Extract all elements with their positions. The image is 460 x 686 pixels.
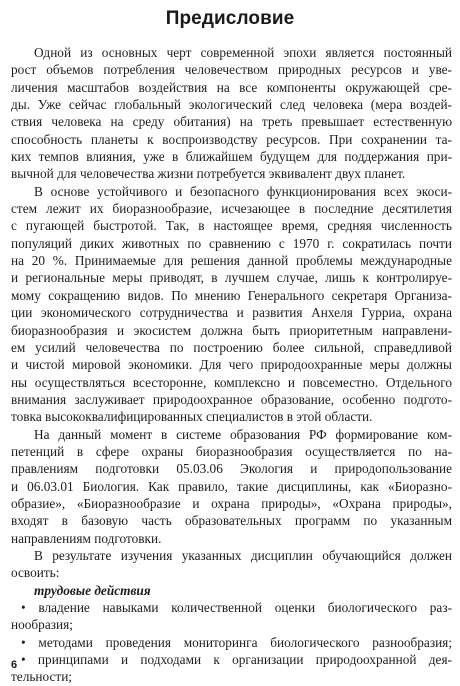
text-line: ды. Уже сейчас глобальный экологический след человека (мера воздей-	[11, 97, 452, 113]
text-line: ны осуществляться всесторонне, комплексно и повсеместно. Отдельного	[11, 374, 452, 390]
text-line: рост объемов потребления человечеством природных ресурсов и уве-	[11, 62, 452, 78]
text-line: стем лежит их биоразнообразие, исчезающее в последние десятилетия	[11, 201, 452, 217]
text-line: Одной из основных черт современной эпохи является постоянный	[34, 45, 452, 60]
text-line: биоразнообразия и экосистем должна быть приоритетным направлени-	[11, 322, 452, 338]
text-line: с пугающей быстротой. Так, в настоящее время, средняя численность	[11, 218, 452, 234]
text-line: • принципами и подходами к организации природоохранной дея-	[21, 652, 452, 668]
text-line: товка высококвалифицированных специалистов в этой области.	[11, 409, 373, 425]
text-line: внимания заслуживает природоохранное образование, особенно подгото-	[11, 391, 452, 407]
page-title: Предисловие	[165, 8, 295, 29]
page-number: 6	[11, 659, 18, 671]
text-line: ем усилий человечества по построению более сильной, справедливой	[11, 339, 452, 355]
text-line: способность планеты к воспроизводству ресурсов. При сохранении та-	[11, 131, 452, 147]
section-subheading: трудовые действия	[34, 582, 151, 598]
text-line: тельности;	[11, 669, 73, 685]
text-line: На данный момент в системе образования РФ формирование ком-	[34, 426, 452, 442]
text-line: популяций диких животных по сравнению с 1970 г. сократилась почти	[11, 235, 452, 251]
text-line: и региональные меры приводят, в лучшем случае, лишь к контролируе-	[11, 270, 452, 286]
text-line: и 06.03.01 Биология. Как правило, такие дисциплины, как «Биоразно-	[11, 478, 452, 494]
text-line: направлениям подготовки.	[11, 530, 162, 546]
text-line: личения масштабов воздействия на все компоненты окружающей сре-	[11, 79, 452, 95]
text-line: • владение навыками количественной оценки биологического раз-	[21, 600, 452, 615]
text-line: вычной для человечества жизни потребуется эквивалент двух планет.	[11, 166, 406, 182]
text-line: освоить:	[11, 565, 60, 581]
text-line: и чистой мировой экономики. Для чего природоохранные меры должны	[11, 357, 452, 373]
text-line: ствия человека на среду обитания) на треть превышает естественную	[11, 114, 452, 130]
text-line: петенций в сфере охраны биоразнообразия осуществляется по на-	[11, 443, 452, 459]
text-line: правлениям подготовки 05.03.06 Экология и природопользование	[11, 461, 452, 477]
body-text	[11, 44, 452, 686]
text-line: ции экономического сотрудничества и развития Анхеля Гурриа, охрана	[11, 305, 452, 321]
text-line: В результате изучения указанных дисциплин обучающийся должен	[34, 547, 452, 563]
text-line: В основе устойчивого и безопасного функционирования всех экоси-	[34, 183, 452, 199]
text-line: мому сокращению видов. По мнению Генерального секретаря Организа-	[11, 287, 452, 303]
text-line: нообразия;	[11, 617, 73, 633]
text-line: образие», «Биоразнообразие и охрана природы», «Охрана природы»,	[11, 495, 452, 511]
text-line: • методами проведения мониторинга биологического разнообразия;	[21, 634, 452, 650]
text-line: входят в базовую часть образовательных программ по указанным	[11, 513, 452, 529]
text-line: на 20 %. Принимаемые для решения данной проблемы международные	[11, 253, 452, 269]
text-line: ких темпов влияния, уже в ближайшем будущем для поддержания при-	[11, 149, 452, 165]
